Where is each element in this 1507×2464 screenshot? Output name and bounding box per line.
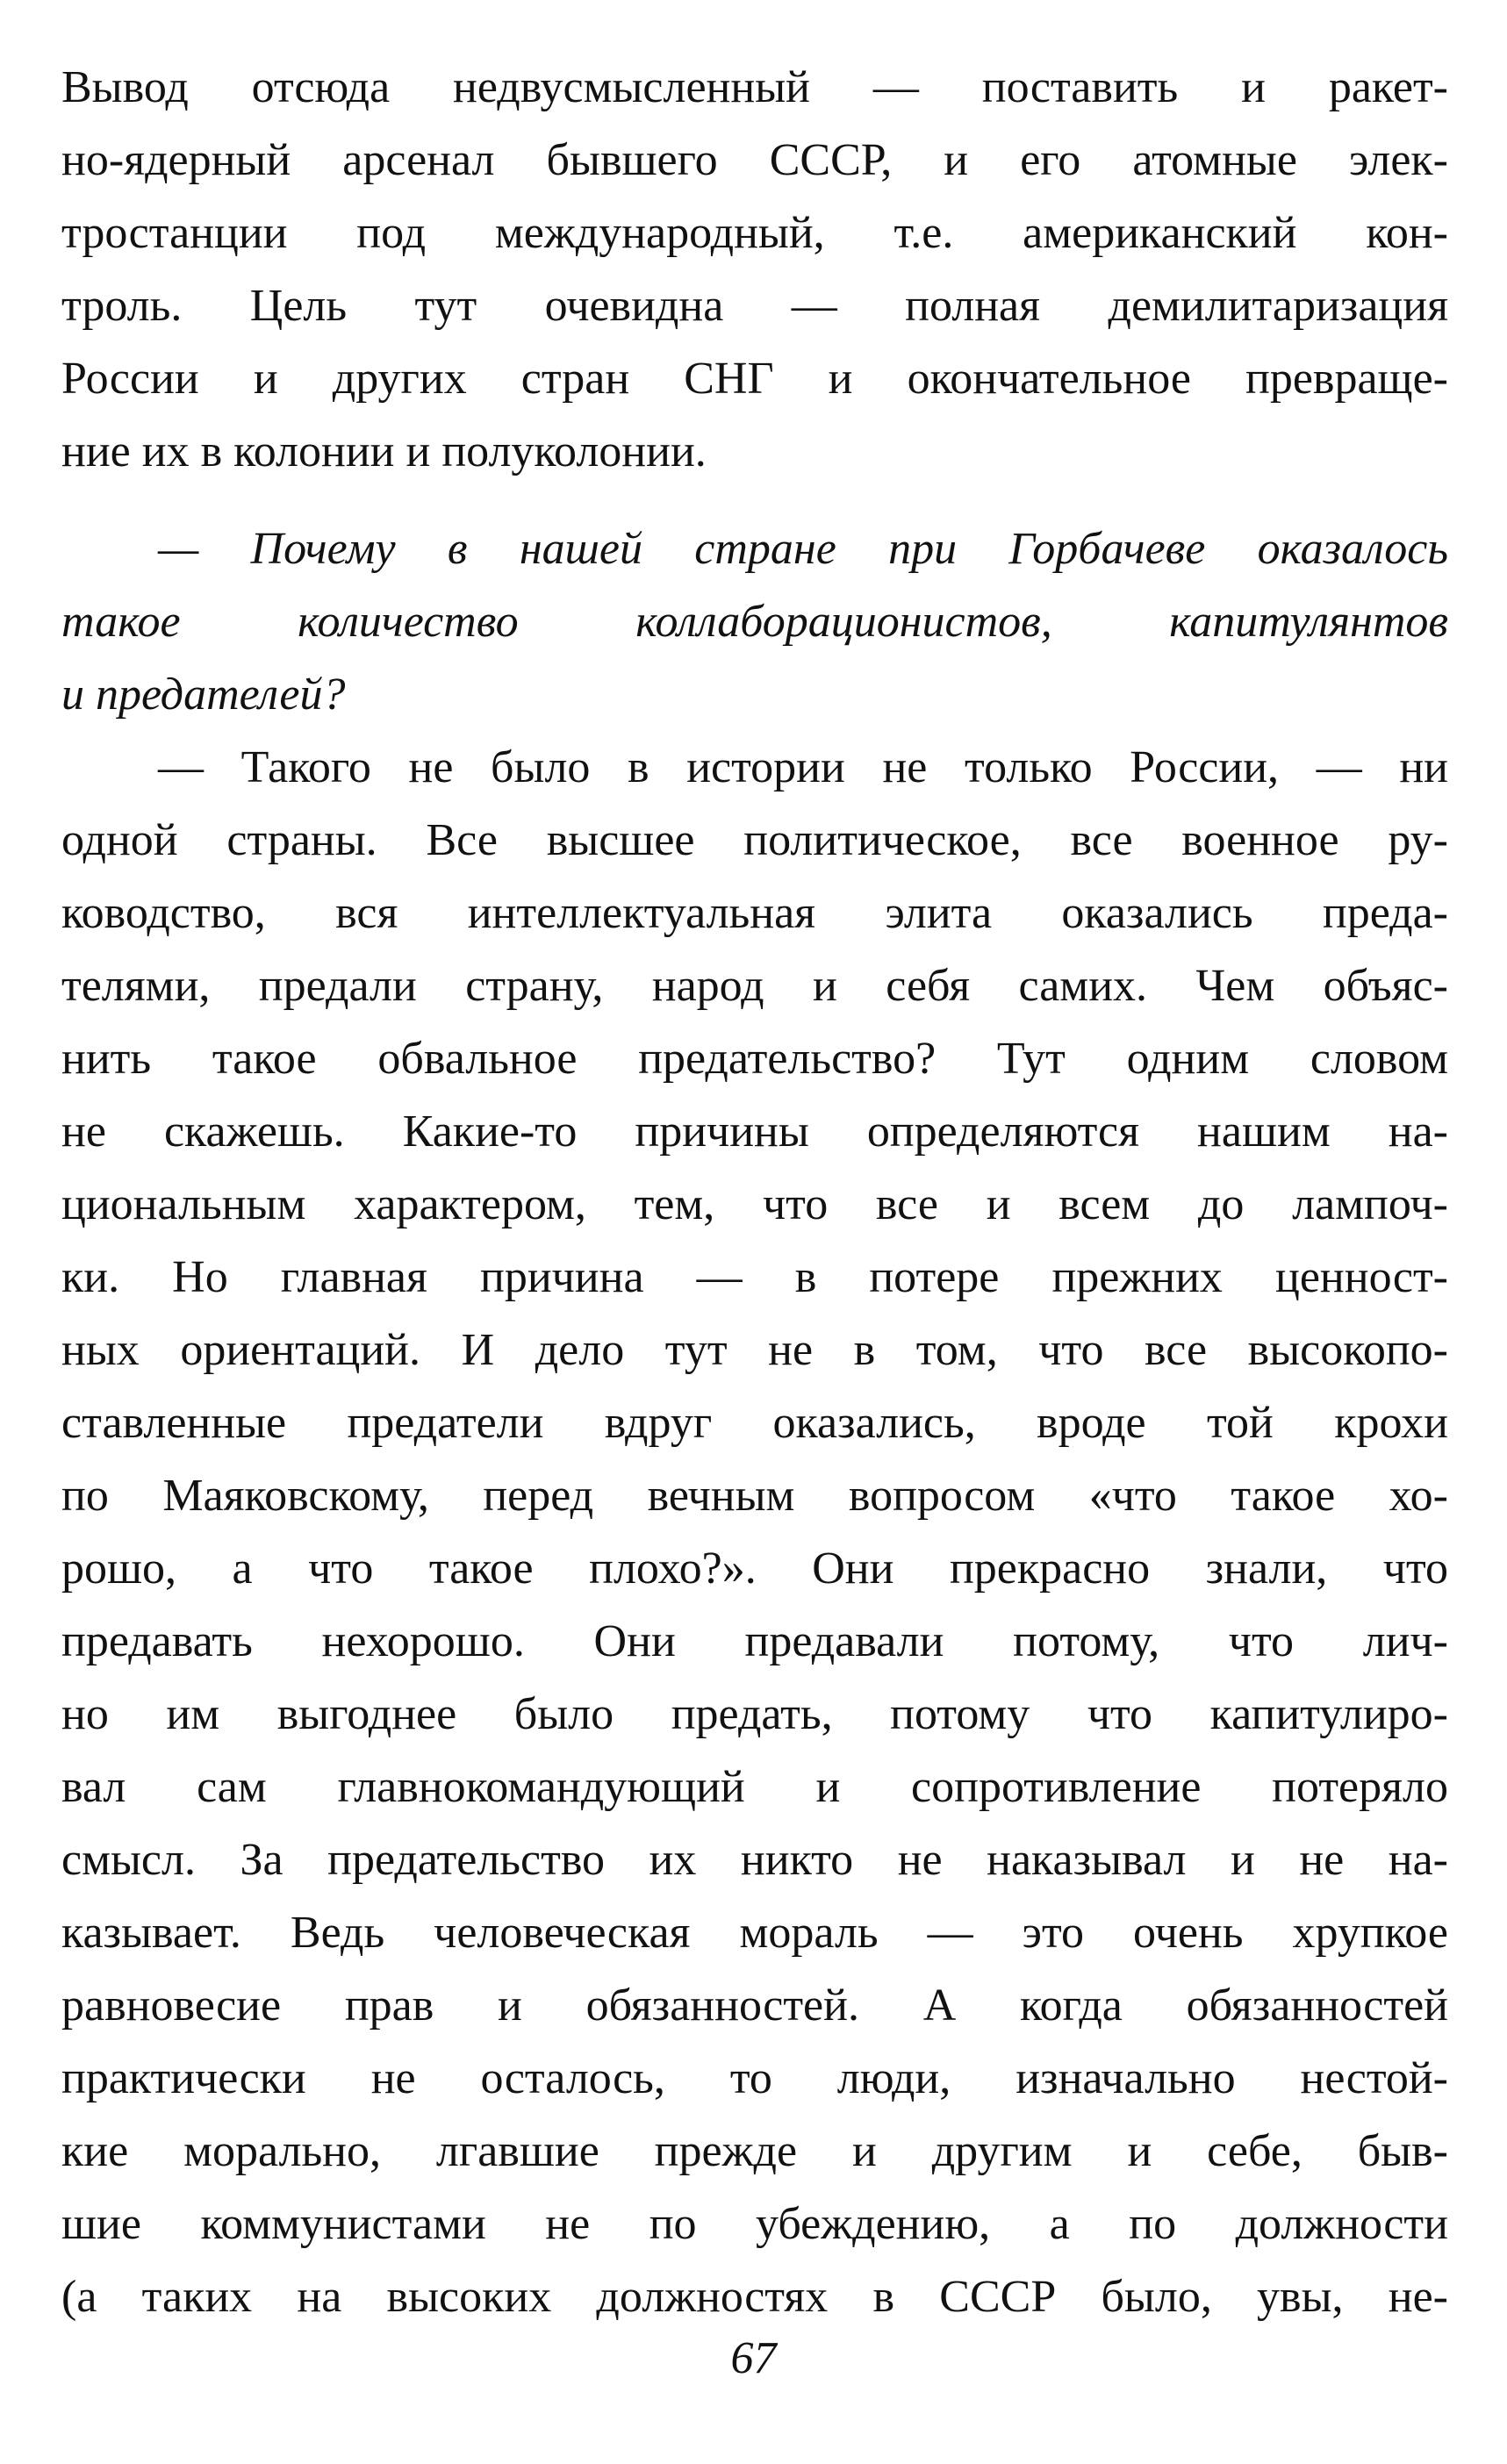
answer-line: циональным характером, тем, что все и всем до лампоч- [61,1179,1448,1229]
answer-line: вал сам главнокомандующий и сопротивление потеряло [61,1762,1448,1812]
paragraph-conclusion [61,51,1448,488]
answer-line: одной страны. Все высшее политическое, все военное ру- [61,815,1448,865]
page-body [61,51,1448,2333]
answer-line: ководство, вся интеллектуальная элита оказались преда- [61,888,1448,938]
interview-answer [61,731,1448,2333]
answer-line: ставленные предатели вдруг оказались, вроде той крохи [61,1398,1448,1448]
text-line: Вывод отсюда недвусмысленный — поставить и ракет- [61,62,1448,112]
text-line: тростанции под международный, т.е. американский кон- [61,208,1448,258]
answer-line: нить такое обвальное предательство? Тут одним словом [61,1034,1448,1084]
answer-line: казывает. Ведь человеческая мораль — это очень хрупкое [61,1908,1448,1958]
answer-line: рошо, а что такое плохо?». Они прекрасно знали, что [61,1544,1448,1594]
answer-line: ных ориентаций. И дело тут не в том, что все высокопо- [61,1325,1448,1375]
answer-line: равновесие прав и обязанностей. А когда обязанностей [61,1981,1448,2031]
text-line: троль. Цель тут очевидна — полная демилитаризация [61,281,1448,331]
answer-line: по Маяковскому, перед вечным вопросом «что такое хо- [61,1471,1448,1521]
answer-line: (а таких на высоких должностях в СССР было, увы, не- [61,2272,1448,2322]
answer-line: телями, предали страну, народ и себя самих. Чем объяс- [61,961,1448,1011]
answer-line: предавать нехорошо. Они предавали потому, что лич- [61,1616,1448,1666]
answer-line: кие морально, лгавшие прежде и другим и себе, быв- [61,2126,1448,2176]
question-line: такое количество коллаборационистов, капитулянтов [61,597,1448,647]
interview-question [61,512,1448,731]
answer-line: практически не осталось, то люди, изначально нестой- [61,2053,1448,2103]
text-line: но-ядерный арсенал бывшего СССР, и его атомные элек- [61,135,1448,185]
paragraph-gap [61,488,1448,512]
text-line: ние их в колонии и полуколонии. [61,426,707,476]
page-number: 67 [730,2333,777,2383]
question-line: — Почему в нашей стране при Горбачеве оказалось [158,524,1448,574]
answer-line: ки. Но главная причина — в потере прежних ценност- [61,1252,1448,1302]
answer-line: — Такого не было в истории не только России, — ни [158,742,1448,792]
question-line: и предателей? [61,670,346,720]
answer-line: смысл. За предательство их никто не наказывал и не на- [61,1835,1448,1885]
answer-line: не скажешь. Какие-то причины определяются нашим на- [61,1107,1448,1157]
answer-line: но им выгоднее было предать, потому что капитулиро- [61,1689,1448,1739]
answer-line: шие коммунистами не по убеждению, а по должности [61,2199,1448,2249]
text-line: России и других стран СНГ и окончательное превраще- [61,354,1448,404]
